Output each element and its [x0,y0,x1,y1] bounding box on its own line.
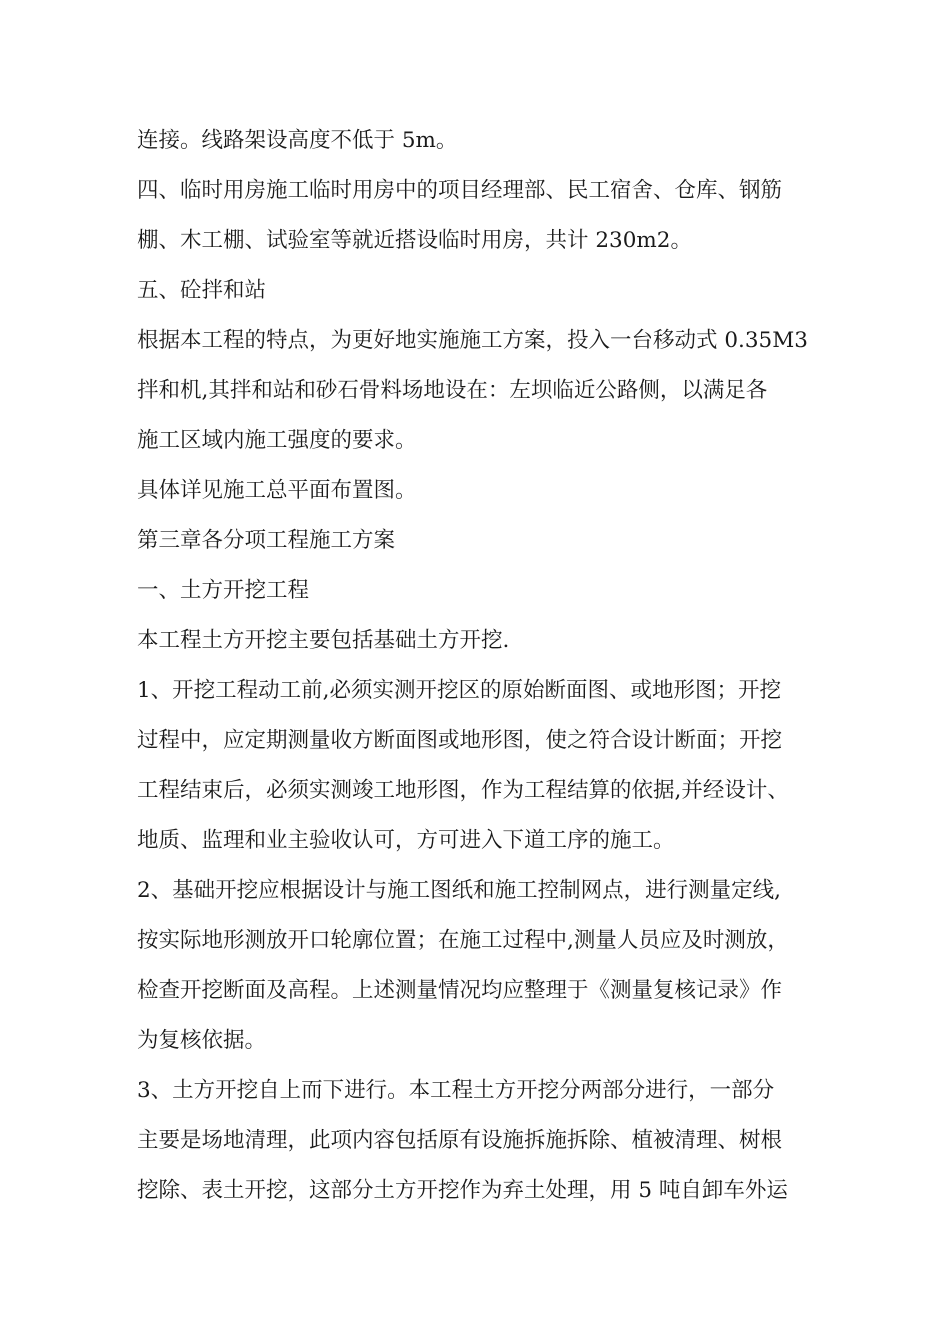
text-line: 具体详见施工总平面布置图。 [137,478,417,503]
text-line: 检查开挖断面及高程。上述测量情况均应整理于《测量复核记录》作 [137,978,783,1003]
text-line: 为复核依据。 [137,1028,267,1053]
text-line: 工程结束后，必须实测竣工地形图，作为工程结算的依据,并经设计、 [137,778,789,803]
text-line: 1、开挖工程动工前,必须实测开挖区的原始断面图、或地形图；开挖 [137,678,782,703]
chapter-heading: 第三章各分项工程施工方案 [137,528,396,553]
text-line: 挖除、表土开挖，这部分土方开挖作为弃土处理，用 5 吨自卸车外运 [137,1178,788,1203]
text-line: 主要是场地清理，此项内容包括原有设施拆施拆除、植被清理、树根 [137,1128,783,1153]
section-heading: 一、土方开挖工程 [137,578,310,603]
section-heading: 五、砼拌和站 [137,278,267,303]
text-line: 根据本工程的特点，为更好地实施施工方案，投入一台移动式 0.35M3 [137,328,808,353]
text-line: 3、土方开挖自上而下进行。本工程土方开挖分两部分进行，一部分 [137,1078,775,1103]
text-line: 2、基础开挖应根据设计与施工图纸和施工控制网点，进行测量定线, [137,878,782,903]
text-line: 地质、监理和业主验收认可，方可进入下道工序的施工。 [137,828,675,853]
text-line: 施工区域内施工强度的要求。 [137,428,417,453]
text-line: 连接。线路架设高度不低于 5m。 [137,128,458,153]
text-line: 四、临时用房施工临时用房中的项目经理部、民工宿舍、仓库、钢筋 [137,178,783,203]
text-line: 棚、木工棚、试验室等就近搭设临时用房，共计 230m2。 [137,228,692,253]
text-line: 过程中，应定期测量收方断面图或地形图，使之符合设计断面；开挖 [137,728,783,753]
text-line: 本工程土方开挖主要包括基础土方开挖. [137,628,510,653]
text-line: 拌和机,其拌和站和砂石骨料场地设在：左坝临近公路侧，以满足各 [137,378,768,403]
text-line: 按实际地形测放开口轮廓位置；在施工过程中,测量人员应及时测放， [137,928,789,953]
